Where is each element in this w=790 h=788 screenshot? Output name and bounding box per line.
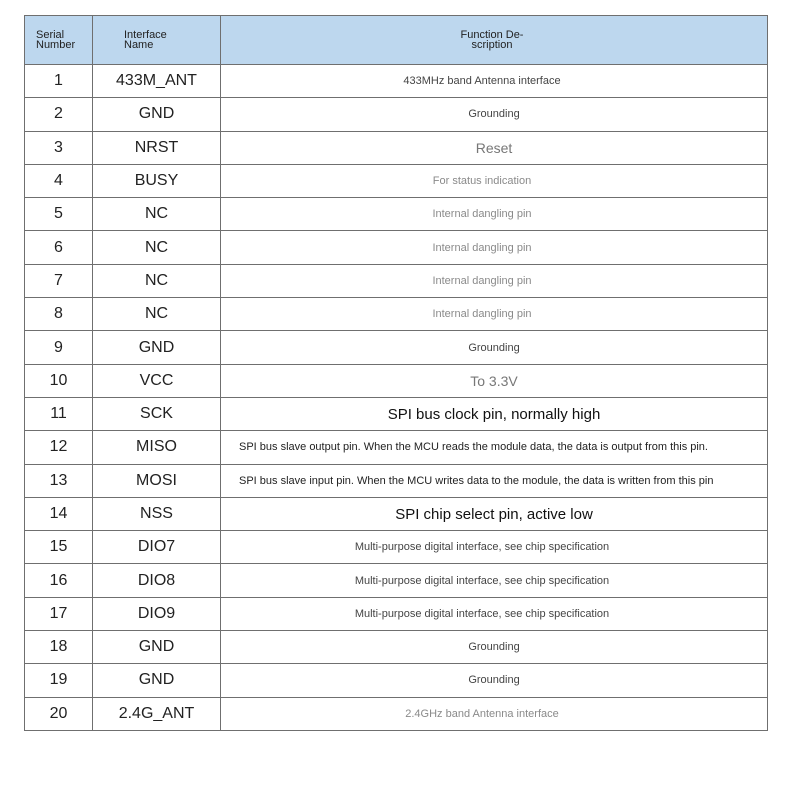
serial-cell: 2 xyxy=(25,98,93,131)
description-cell: Multi-purpose digital interface, see chip specification xyxy=(221,597,768,630)
interface-name-cell: MOSI xyxy=(93,464,221,497)
description-cell: Internal dangling pin xyxy=(221,298,768,331)
serial-cell: 9 xyxy=(25,331,93,364)
description-cell: Internal dangling pin xyxy=(221,231,768,264)
table-row xyxy=(25,564,768,597)
table-row xyxy=(25,198,768,231)
serial-cell: 16 xyxy=(25,564,93,597)
table-row xyxy=(25,597,768,630)
table-row xyxy=(25,98,768,131)
serial-cell: 15 xyxy=(25,531,93,564)
serial-header-line1: Serial xyxy=(36,29,65,41)
serial-cell: 7 xyxy=(25,264,93,297)
interface-name-cell: NC xyxy=(93,198,221,231)
name-header-line1: Interface xyxy=(124,29,167,41)
interface-name-cell: DIO8 xyxy=(93,564,221,597)
interface-name-cell: VCC xyxy=(93,364,221,397)
interface-name-cell: MISO xyxy=(93,431,221,464)
table-row xyxy=(25,631,768,664)
name-header-line2: Name xyxy=(124,39,154,51)
interface-name-cell: GND xyxy=(93,331,221,364)
interface-name-cell: DIO7 xyxy=(93,531,221,564)
description-cell: SPI chip select pin, active low xyxy=(221,497,768,530)
interface-name-cell: NC xyxy=(93,298,221,331)
table-row xyxy=(25,664,768,697)
table-row xyxy=(25,231,768,264)
description-cell: For status indication xyxy=(221,164,768,197)
serial-cell: 8 xyxy=(25,298,93,331)
description-cell: Multi-purpose digital interface, see chip specification xyxy=(221,564,768,597)
description-cell: To 3.3V xyxy=(221,364,768,397)
interface-name-cell: NRST xyxy=(93,131,221,164)
interface-name-cell: BUSY xyxy=(93,164,221,197)
serial-cell: 1 xyxy=(25,65,93,98)
serial-cell: 17 xyxy=(25,597,93,630)
table-row xyxy=(25,497,768,530)
description-cell: Reset xyxy=(221,131,768,164)
table-row xyxy=(25,364,768,397)
description-cell: Grounding xyxy=(221,331,768,364)
interface-name-cell: DIO9 xyxy=(93,597,221,630)
serial-cell: 13 xyxy=(25,464,93,497)
interface-name-cell: NC xyxy=(93,264,221,297)
serial-cell: 6 xyxy=(25,231,93,264)
table-row xyxy=(25,264,768,297)
serial-cell: 3 xyxy=(25,131,93,164)
description-cell: Grounding xyxy=(221,98,768,131)
interface-name-cell: GND xyxy=(93,631,221,664)
pin-definition-table xyxy=(24,15,768,731)
serial-cell: 10 xyxy=(25,364,93,397)
interface-name-cell: NC xyxy=(93,231,221,264)
serial-cell: 20 xyxy=(25,697,93,730)
interface-name-cell: GND xyxy=(93,98,221,131)
serial-header-line2: Number xyxy=(36,39,76,51)
serial-cell: 18 xyxy=(25,631,93,664)
description-cell: Grounding xyxy=(221,664,768,697)
serial-cell: 12 xyxy=(25,431,93,464)
serial-number-header xyxy=(25,16,93,65)
desc-header-line2: scription xyxy=(471,39,513,51)
description-cell: 2.4GHz band Antenna interface xyxy=(221,697,768,730)
table-header-row xyxy=(25,16,768,65)
table-row xyxy=(25,431,768,464)
table-row xyxy=(25,164,768,197)
serial-cell: 14 xyxy=(25,497,93,530)
interface-name-header xyxy=(93,16,221,65)
interface-name-cell: 2.4G_ANT xyxy=(93,697,221,730)
table-row xyxy=(25,531,768,564)
table-row xyxy=(25,464,768,497)
table-row xyxy=(25,331,768,364)
description-cell: SPI bus slave input pin. When the MCU writes data to the module, the data is written from this pin xyxy=(221,464,768,497)
table-row xyxy=(25,131,768,164)
description-cell: SPI bus slave output pin. When the MCU reads the module data, the data is output from this pin. xyxy=(221,431,768,464)
description-cell: Internal dangling pin xyxy=(221,198,768,231)
serial-cell: 5 xyxy=(25,198,93,231)
serial-cell: 4 xyxy=(25,164,93,197)
serial-cell: 19 xyxy=(25,664,93,697)
description-cell: Internal dangling pin xyxy=(221,264,768,297)
description-cell: 433MHz band Antenna interface xyxy=(221,65,768,98)
desc-header-line1: Function De- xyxy=(460,29,524,41)
function-description-header xyxy=(221,16,768,65)
table-row xyxy=(25,397,768,430)
description-cell: Grounding xyxy=(221,631,768,664)
table-row xyxy=(25,697,768,730)
interface-name-cell: 433M_ANT xyxy=(93,65,221,98)
serial-cell: 11 xyxy=(25,397,93,430)
description-cell: SPI bus clock pin, normally high xyxy=(221,397,768,430)
interface-name-cell: GND xyxy=(93,664,221,697)
interface-name-cell: NSS xyxy=(93,497,221,530)
interface-name-cell: SCK xyxy=(93,397,221,430)
table-row xyxy=(25,298,768,331)
table-row xyxy=(25,65,768,98)
description-cell: Multi-purpose digital interface, see chip specification xyxy=(221,531,768,564)
